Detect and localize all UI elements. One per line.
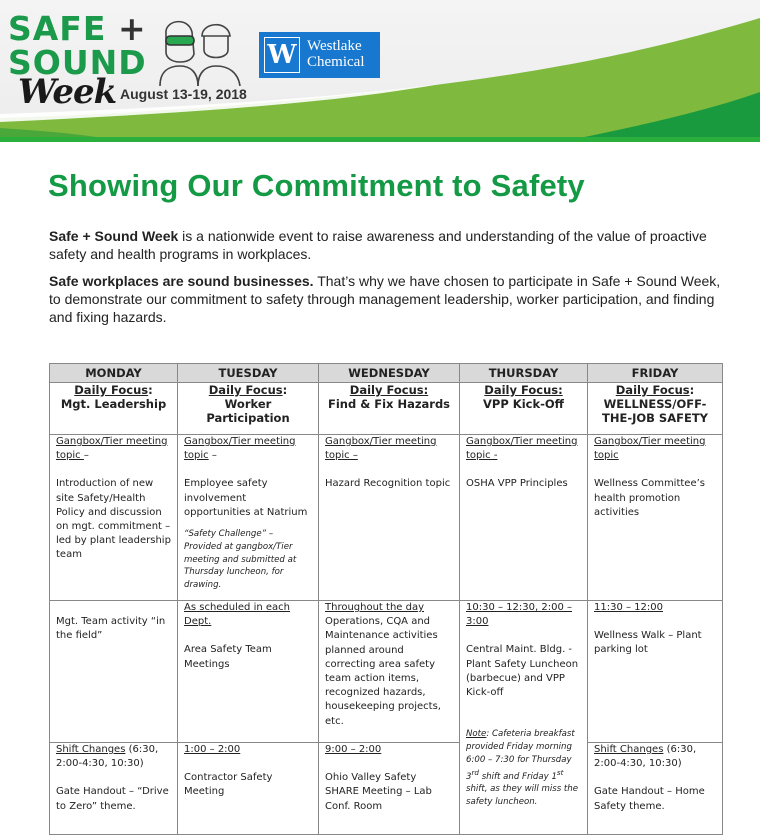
note-text: shift, as they will miss the safety luncheon. [466,784,579,808]
day-header-tuesday: TUESDAY [178,364,319,383]
day-header-row [50,364,723,383]
safety-challenge-note: “Safety Challenge” – Provided at gangbox/Tier meeting and submitted at Thursday luncheon, for drawing. [184,529,297,591]
meeting-topic-body: Introduction of new site Safety/Health Policy and discussion on mgt. commitment – led by plant leadership team [56,478,171,561]
note-text: shift and Friday 1 [478,771,557,782]
westlake-line1: Westlake [307,38,362,54]
focus-cell-monday [50,383,178,435]
cafeteria-breakfast-note [466,728,581,809]
safe-sound-week-logo [6,8,247,112]
focus-label-colon: : [689,383,695,397]
activity-time: 10:30 – 12:30, 2:00 – 3:00 [466,602,572,628]
activity-body: Area Safety Team Meetings [184,644,272,670]
note-text: : Cafeteria breakfast provided Friday morning 6:00 – 7:30 for Thursday 3 [466,729,575,782]
intro-text: is a nationwide event to raise awareness and understanding of the value of proactive safety and health programs in workplaces. [49,228,707,262]
meeting-topic-heading: Gangbox/Tier meeting topic [184,436,296,462]
heading-dash: – [83,450,89,462]
focus-cell-tuesday [178,383,319,435]
afternoon-body: Ohio Valley Safety SHARE Meeting – Lab Conf. Room [325,772,432,812]
meeting-topic-heading: Gangbox/Tier meeting topic - [466,436,578,462]
intro-paragraph [49,227,729,263]
activities-row [50,601,723,743]
logo-plus-text: + [118,9,147,48]
page-title: Showing Our Commitment to Safety [48,168,585,203]
purpose-paragraph [49,272,729,326]
activity-cell-wednesday [319,601,460,743]
afternoon-cell-friday [588,743,723,835]
purpose-text: That’s why we have chosen to participate in Safe + Sound Week, to demonstrate our commitment to safety through management leadership, worker participation, and finding and fixing hazards. [49,273,721,325]
activity-cell-monday [50,601,178,743]
logo-sound-text: SOUND [8,43,147,82]
shift-changes-label: Shift Changes [594,744,664,755]
day-header-wednesday: WEDNESDAY [319,364,460,383]
westlake-w-mark-icon: W [264,37,300,73]
schedule-table [49,363,723,835]
afternoon-time: 9:00 – 2:00 [325,744,382,755]
gangbox-cell-friday [588,435,723,601]
focus-label: Daily Focus: [484,383,563,397]
gangbox-cell-wednesday [319,435,460,601]
meeting-topic-body: Wellness Committee’s health promotion activities [594,478,705,518]
note-sup: st [556,767,564,777]
afternoon-time: 1:00 – 2:00 [184,744,241,755]
header-banner [0,0,760,142]
focus-value: WELLNESS/OFF-THE-JOB SAFETY [602,397,708,426]
shift-changes-label: Shift Changes [56,744,126,755]
activity-cell-tuesday [178,601,319,743]
meeting-topic-body: Employee safety involvement opportunities at Natrium [184,478,308,518]
afternoon-body: Gate Handout – Home Safety theme. [594,786,705,812]
focus-label: Daily Focus [74,383,149,397]
meeting-topic-heading: Gangbox/Tier meeting topic – [325,436,437,462]
note-label: Note [466,729,487,740]
focus-value: Find & Fix Hazards [327,397,451,412]
westlake-chemical-logo [259,32,380,78]
activity-time: Throughout the day [325,602,425,613]
focus-value: Worker Participation [206,397,290,426]
focus-label: Daily Focus [208,383,283,397]
logo-week-script: Week [18,72,117,112]
workers-icon [158,14,244,86]
activity-time: As scheduled in each Dept. [184,602,290,628]
logo-safe-text: SAFE [8,9,107,48]
heading-dash: – [208,450,217,462]
intro-bold: Safe + Sound Week [49,228,179,244]
westlake-line2: Chemical [307,54,365,70]
activity-cell-thursday [460,601,588,835]
focus-value: VPP Kick-Off [483,397,564,412]
westlake-wordmark [307,38,364,70]
activity-cell-friday [588,601,723,743]
meeting-topic-heading: Gangbox/Tier meeting topic [594,436,706,462]
gangbox-meeting-row [50,435,723,601]
gangbox-cell-thursday [460,435,588,601]
meeting-topic-body: OSHA VPP Principles [466,478,568,490]
afternoon-cell-monday [50,743,178,835]
afternoon-body: Contractor Safety Meeting [184,772,273,798]
meeting-topic-body: Hazard Recognition topic [325,478,451,490]
activity-body: Mgt. Team activity “in the field” [56,616,166,642]
activity-time: 11:30 – 12:00 [594,602,663,613]
activity-body: Central Maint. Bldg. - Plant Safety Luncheon (barbecue) and VPP Kick-off [466,644,579,699]
focus-label: Daily Focus [615,383,690,397]
gangbox-cell-tuesday [178,435,319,601]
focus-cell-wednesday [319,383,460,435]
note-sup: rd [471,767,479,777]
day-header-friday: FRIDAY [588,364,723,383]
meeting-topic-heading: Gangbox/Tier meeting topic [56,436,168,462]
event-dates: August 13-19, 2018 [120,86,247,102]
focus-cell-friday [588,383,723,435]
focus-label-colon: : [148,383,153,397]
afternoon-body: Gate Handout – “Drive to Zero” theme. [56,786,169,812]
daily-focus-row [50,383,723,435]
day-header-thursday: THURSDAY [460,364,588,383]
activity-body: Operations, CQA and Maintenance activities planned around correcting area safety team action items, recognized hazards, housekeeping projects, etc. [325,616,441,727]
focus-cell-thursday [460,383,588,435]
focus-label: Daily Focus: [349,383,429,397]
afternoon-cell-tuesday [178,743,319,835]
day-header-monday: MONDAY [50,364,178,383]
purpose-bold: Safe workplaces are sound businesses. [49,273,314,289]
gangbox-cell-monday [50,435,178,601]
afternoon-row [50,743,723,835]
shift-times: (6:30, 2:00-4:30, 10:30) [594,744,697,770]
shift-times: (6:30, 2:00-4:30, 10:30) [56,744,159,770]
afternoon-cell-wednesday [319,743,460,835]
focus-value: Mgt. Leadership [60,397,167,412]
focus-label-colon: : [282,383,288,397]
activity-body: Wellness Walk – Plant parking lot [594,630,702,656]
